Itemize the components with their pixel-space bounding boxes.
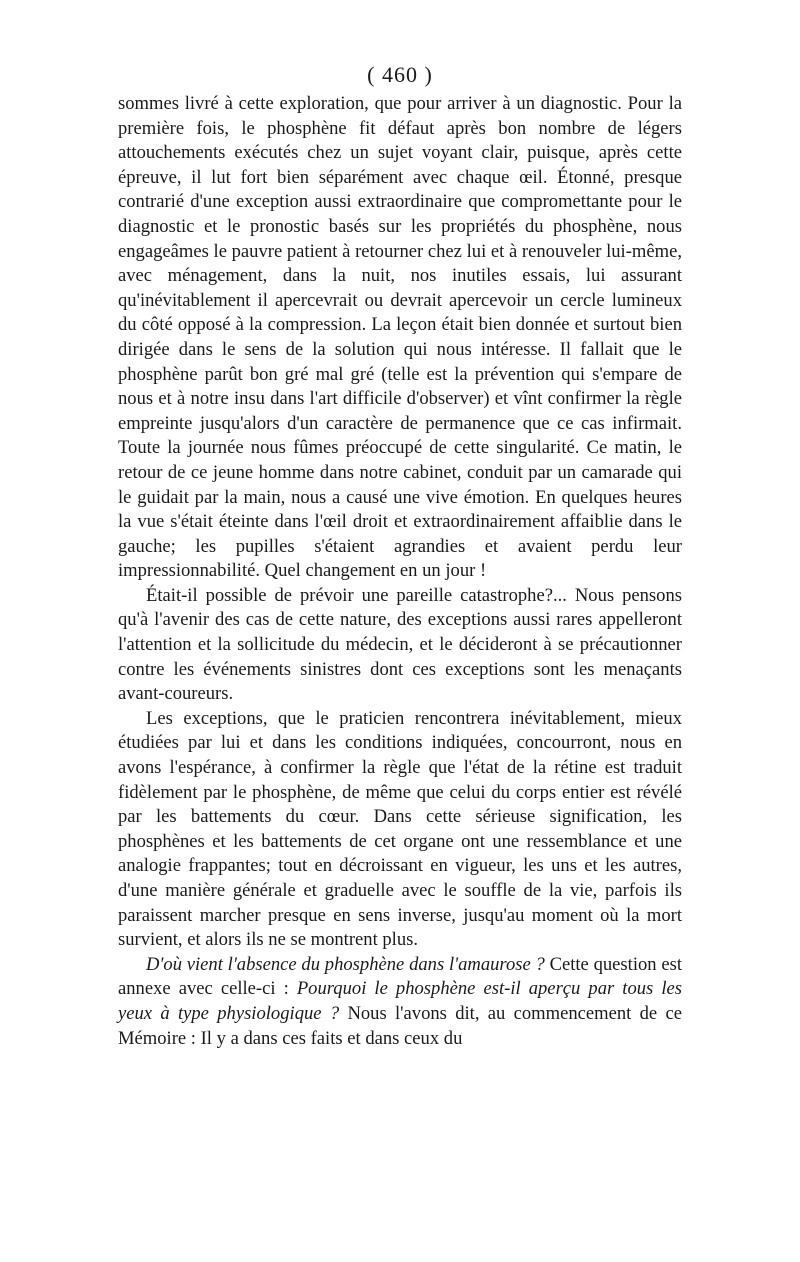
paragraph-4-text-b: Nous l'avons dit, au commencement de ce Mémoire : Il y a dans ces faits et dans ceux du [118,1002,682,1049]
paragraph-3 [118,707,682,953]
paragraph-2 [118,584,682,707]
paragraph-4-question-2: Pourquoi le phosphène est-il aperçu par tous les yeux à type physiologique ? [118,978,683,1024]
paragraph-1-text: sommes livré à cette exploration, que pour arriver à un diagnostic. Pour la première fois, le phosphène fit défaut après bon nombre de légers attouchements exécutés chez un sujet voyant clair, puisque, après cette épreuve, il lut fort bien séparément avec chaque œil. Étonné, presque contrarié d'une exception aussi extraordinaire que compromettante pour le diagnostic et le pronostic basés sur les propriétés du phosphène, nous engageâmes le pauvre patient à retourner chez lui et à renouveler lui-même, avec ménagement, dans la nuit, nos inutiles essais, lui assurant qu'inévitablement il apercevrait ou devrait apercevoir un cercle lumineux du côté opposé à la compression. La leçon était bien donnée et surtout bien dirigée dans le sens de la solution qui nous intéresse. Il fallait que le phosphène parût bon gré mal gré (telle est la prévention qui s'empare de nous et à notre insu dans l'art difficile d'observer) et vînt confirmer la règle empreinte jusqu'alors d'un caractère de permanence que ce cas infirmait. Toute la journée nous fûmes préoccupé de cette singularité. Ce matin, le retour de ce jeune homme dans notre cabinet, conduit par un camarade qui le guidait par la main, nous a causé une vive émotion. En quelques heures la vue s'était éteinte dans l'œil droit et extraordinairement affaiblie dans le gauche; les pupilles s'étaient agrandies et avaient perdu leur impressionnabilité. Quel changement en un jour ! [118,93,682,582]
page-body [118,92,682,1051]
paragraph-4-question: D'où vient l'absence du phosphène dans l'amaurose ? [146,953,545,975]
page-number: ( 460 ) [367,62,433,87]
paragraph-1 [118,92,682,584]
paragraph-3-text: Les exceptions, que le praticien rencontrera inévitablement, mieux étudiées par lui et dans les conditions indiquées, concourront, nous en avons l'espérance, à confirmer la règle que l'état de la rétine est traduit fidèlement par le phosphène, de même que celui du corps entier est révélé par les battements du cœur. Dans cette sérieuse signification, les phosphènes et les battements de cet organe ont une ressemblance et une analogie frappantes; tout en décroissant en vigueur, les uns et les autres, d'une manière générale et graduelle avec le souffle de la vie, parfois ils paraissent marcher presque en sens inverse, jusqu'au moment où la mort survient, et alors ils ne se montrent plus. [118,707,682,951]
paragraph-4 [118,953,682,1051]
book-page [118,60,682,1051]
paragraph-4-text-a: Cette question est annexe avec celle-ci : [118,953,682,1000]
paragraph-2-text: Était-il possible de prévoir une pareille catastrophe?... Nous pensons qu'à l'avenir des cas de cette nature, des exceptions aussi rares appelleront l'attention et la sollicitude du médecin, et le décideront à se précautionner contre les événements sinistres dont ces exceptions sont les menaçants avant-coureurs. [118,584,682,705]
